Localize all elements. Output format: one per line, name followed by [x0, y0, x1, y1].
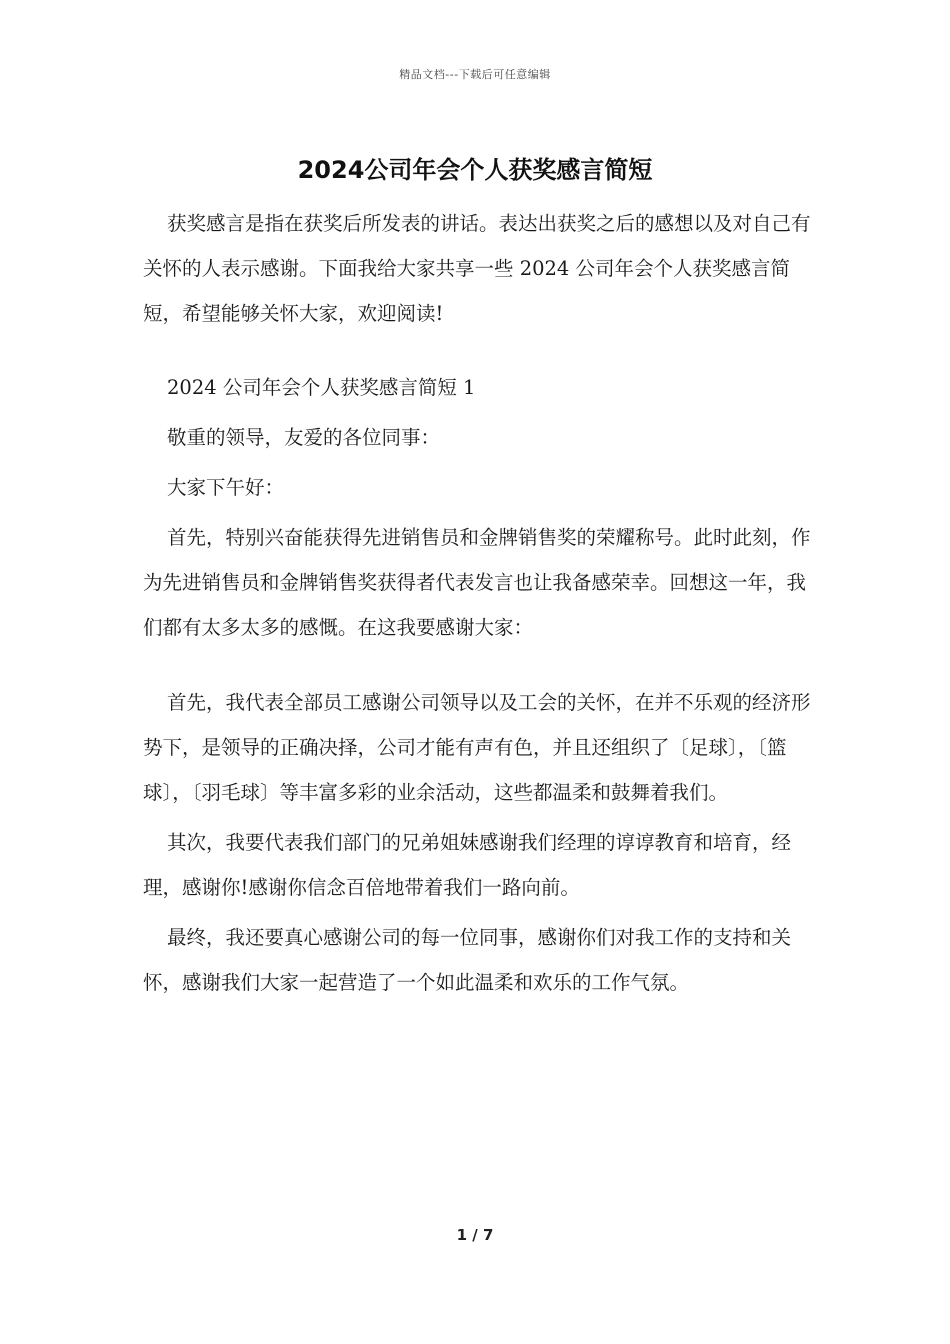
document-body [143, 201, 815, 1005]
body-paragraph: 其次，我要代表我们部门的兄弟姐妹感谢我们经理的谆谆教育和培育，经理，感谢你!感谢你信念百倍地带着我们一路向前。 [143, 831, 792, 899]
paragraph-spacer [143, 336, 815, 360]
salutation: 敬重的领导，友爱的各位同事： [167, 426, 441, 449]
page-header: 精品文档---下载后可任意编辑 [399, 68, 551, 81]
greeting: 大家下午好： [167, 476, 285, 499]
intro-paragraph: 获奖感言是指在获奖后所发表的讲话。表达出获奖之后的感想以及对自己有关怀的人表示感谢。下面我给大家共享一些 2024 公司年会个人获奖感言简短，希望能够关怀大家，欢迎阅读! [143, 212, 811, 325]
page-number: 1 / 7 [456, 1226, 494, 1244]
body-paragraph: 首先，我代表全部员工感谢公司领导以及工会的关怀，在并不乐观的经济形势下，是领导的正确决择，公司才能有声有色，并且还组织了〔足球〕，〔篮球〕，〔羽毛球〕等丰富多彩的业余活动，这些都温柔和鼓舞着我们。 [143, 691, 811, 804]
section-heading: 2024 公司年会个人获奖感言简短 1 [167, 376, 476, 399]
paragraph-spacer [143, 650, 815, 680]
body-paragraph: 首先，特别兴奋能获得先进销售员和金牌销售奖的荣耀称号。此时此刻，作为先进销售员和金牌销售奖获得者代表发言也让我备感荣幸。回想这一年，我们都有太多太多的感慨。在这我要感谢大家： [143, 526, 811, 639]
document-title: 2024公司年会个人获奖感言简短 [297, 156, 653, 184]
body-paragraph: 最终，我还要真心感谢公司的每一位同事，感谢你们对我工作的支持和关怀，感谢我们大家一起营造了一个如此温柔和欢乐的工作气氛。 [143, 926, 792, 994]
